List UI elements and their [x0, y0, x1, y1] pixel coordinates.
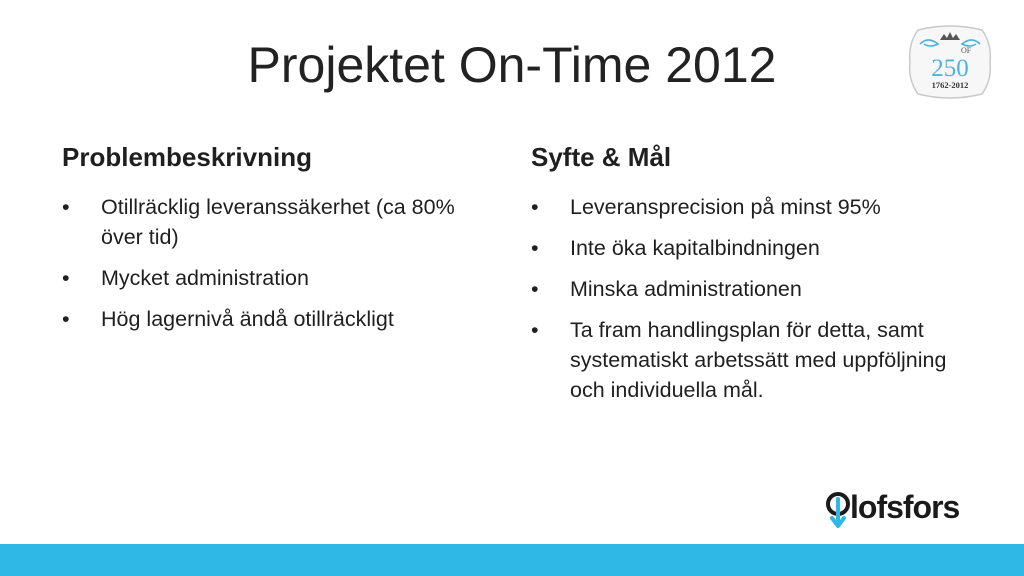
- list-item: [531, 274, 961, 304]
- bullet-dot: •: [62, 266, 70, 290]
- bullet-dot: •: [531, 318, 539, 342]
- list-item-text: Inte öka kapitalbindningen: [570, 236, 820, 260]
- list-item: [62, 192, 467, 252]
- badge-number: 250: [931, 55, 969, 82]
- list-item: [531, 233, 961, 263]
- badge-of-text: OF: [961, 46, 972, 55]
- problem-heading: Problembeskrivning: [62, 142, 312, 172]
- purpose-list: [531, 192, 961, 416]
- bottom-accent-bar: [0, 544, 1024, 576]
- list-item: [62, 304, 467, 334]
- bullet-dot: •: [531, 277, 539, 301]
- bullet-dot: •: [531, 195, 539, 219]
- list-item-text: Otillräcklig leveranssäkerhet (ca 80% över tid): [101, 195, 455, 249]
- bullet-dot: •: [62, 195, 70, 219]
- list-item-text: Leveransprecision på minst 95%: [570, 195, 881, 219]
- list-item: [531, 192, 961, 222]
- problem-list: [62, 192, 467, 345]
- badge-years: 1762-2012: [931, 80, 969, 90]
- bullet-dot: •: [62, 307, 70, 331]
- list-item: [531, 315, 961, 405]
- logo-o-arrow-icon: [826, 491, 850, 529]
- logo-text: lofsfors: [850, 489, 960, 525]
- anniversary-badge: [906, 24, 994, 100]
- purpose-heading: Syfte & Mål: [531, 142, 672, 172]
- list-item-text: Hög lagernivå ändå otillräckligt: [101, 307, 394, 331]
- list-item-text: Ta fram handlingsplan för detta, samt systematiskt arbetssätt med uppföljning och individuella mål.: [570, 318, 947, 402]
- slide-title: Projektet On-Time 2012: [247, 37, 777, 93]
- bullet-dot: •: [531, 236, 539, 260]
- list-item-text: Mycket administration: [101, 266, 309, 290]
- list-item: [62, 263, 467, 293]
- olofsfors-logo: [826, 485, 976, 529]
- list-item-text: Minska administrationen: [570, 277, 802, 301]
